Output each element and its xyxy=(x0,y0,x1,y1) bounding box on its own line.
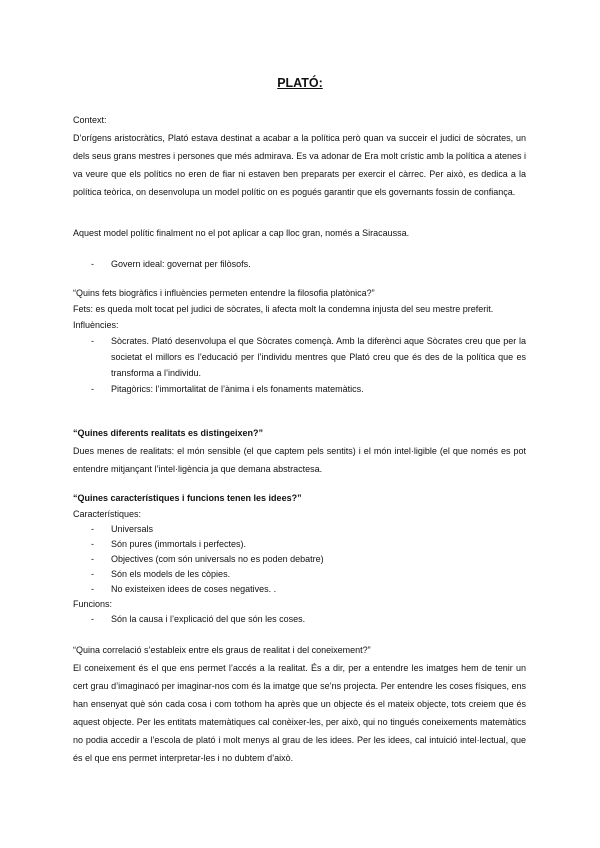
list-item: - Pitagòrics: l’immortalitat de l’ànima i els fonaments matemàtics. xyxy=(73,381,526,397)
q3-section xyxy=(73,490,526,627)
q1-influences-list xyxy=(73,333,526,397)
q1-section xyxy=(73,285,526,397)
q2-question: “Quines diferents realitats es distingeixen?” xyxy=(73,428,264,438)
list-item: - Són pures (immortals i perfectes). xyxy=(73,537,526,552)
q3-characteristics-label: Característiques: xyxy=(73,509,142,519)
context-paragraph-2: Aquest model polític finalment no el pot aplicar a cap lloc gran, només a Siracaussa. xyxy=(73,228,410,238)
q1-facts: Fets: es queda molt tocat pel judici de sòcrates, li afecta molt la condemna injusta del seu mestre preferit. xyxy=(73,304,494,314)
list-item: - Són els models de les còpies. xyxy=(73,567,526,582)
q4-question: “Quina correlació s’estableix entre els graus de realitat i del coneixement?” xyxy=(73,645,371,655)
list-item: - Universals xyxy=(73,522,526,537)
context-paragraph: D’orígens aristocràtics, Plató estava destinat a acabar a la política però quan va succeir el judici de sòcrates, un dels seus grans mestres i persones que més admirava. Es va adonar de Era molt crístic amb la política a atenes i va veure que els polítics no eren de fiar ni estaven ben preparats per exercir el càrrec. Per això, es dedica a la política teòrica, on desenvolupa un model polític on es pogués garantir que els governants fossin de confiança. xyxy=(73,133,526,197)
list-item: - Objectives (com són universals no es poden debatre) xyxy=(73,552,526,567)
q1-influences-label: Influències: xyxy=(73,320,119,330)
context-label: Context: xyxy=(73,115,107,125)
list-item: - Govern ideal: governat per filòsofs. xyxy=(73,255,526,273)
q3-functions-list xyxy=(73,612,526,627)
context-section xyxy=(73,111,526,201)
q4-section xyxy=(73,641,526,767)
list-item: - Sòcrates. Plató desenvolupa el que Sòcrates començà. Amb la diferènci aque Sòcrates creu que per la societat el millors es l’educació per l’individu mentres que Plató creu que és des de la política que es transforma a l’individu. xyxy=(73,333,526,381)
q2-section xyxy=(73,424,526,478)
context-list xyxy=(73,255,526,273)
q2-answer: Dues menes de realitats: el món sensible (el que captem pels sentits) i el món intel·ligible (el que només es pot entendre mitjançant l’intel·ligència ja que demana abstractesa. xyxy=(73,446,526,474)
list-item: - No existeixen idees de coses negatives. . xyxy=(73,582,526,597)
page-title: PLATÓ: xyxy=(277,76,323,90)
q3-functions-label: Funcions: xyxy=(73,599,113,609)
q3-characteristics-list xyxy=(73,522,526,597)
q4-answer: El coneixement és el que ens permet l’accés a la realitat. És a dir, per a entendre les imatges hem de tenir un cert grau d’imaginacó per imaginar-nos com és la imatge que se’ns projecta. Per entendre les coses físiques, ens han ensenyat què són cada cosa i com tothom ha après que un objecte és el mateix objecte, tots creiem que és aquest objecte. Per les entitats matemàtiques cal conèixer-les, per això, qui no tingués coneixements matemàtics no podia accedir a l’escola de plató i molt menys al grau de les idees. Per les idees, cal intuició intel·lectual, que és el que ens permet interpretar-les i no dubtem d’això. xyxy=(73,663,526,763)
q3-question: “Quines característiques i funcions tenen les idees?” xyxy=(73,493,302,503)
q1-question: “Quins fets biogràfics i influències permeten entendre la filosofia platònica?” xyxy=(73,288,375,298)
list-item: - Són la causa i l’explicació del que són les coses. xyxy=(73,612,526,627)
